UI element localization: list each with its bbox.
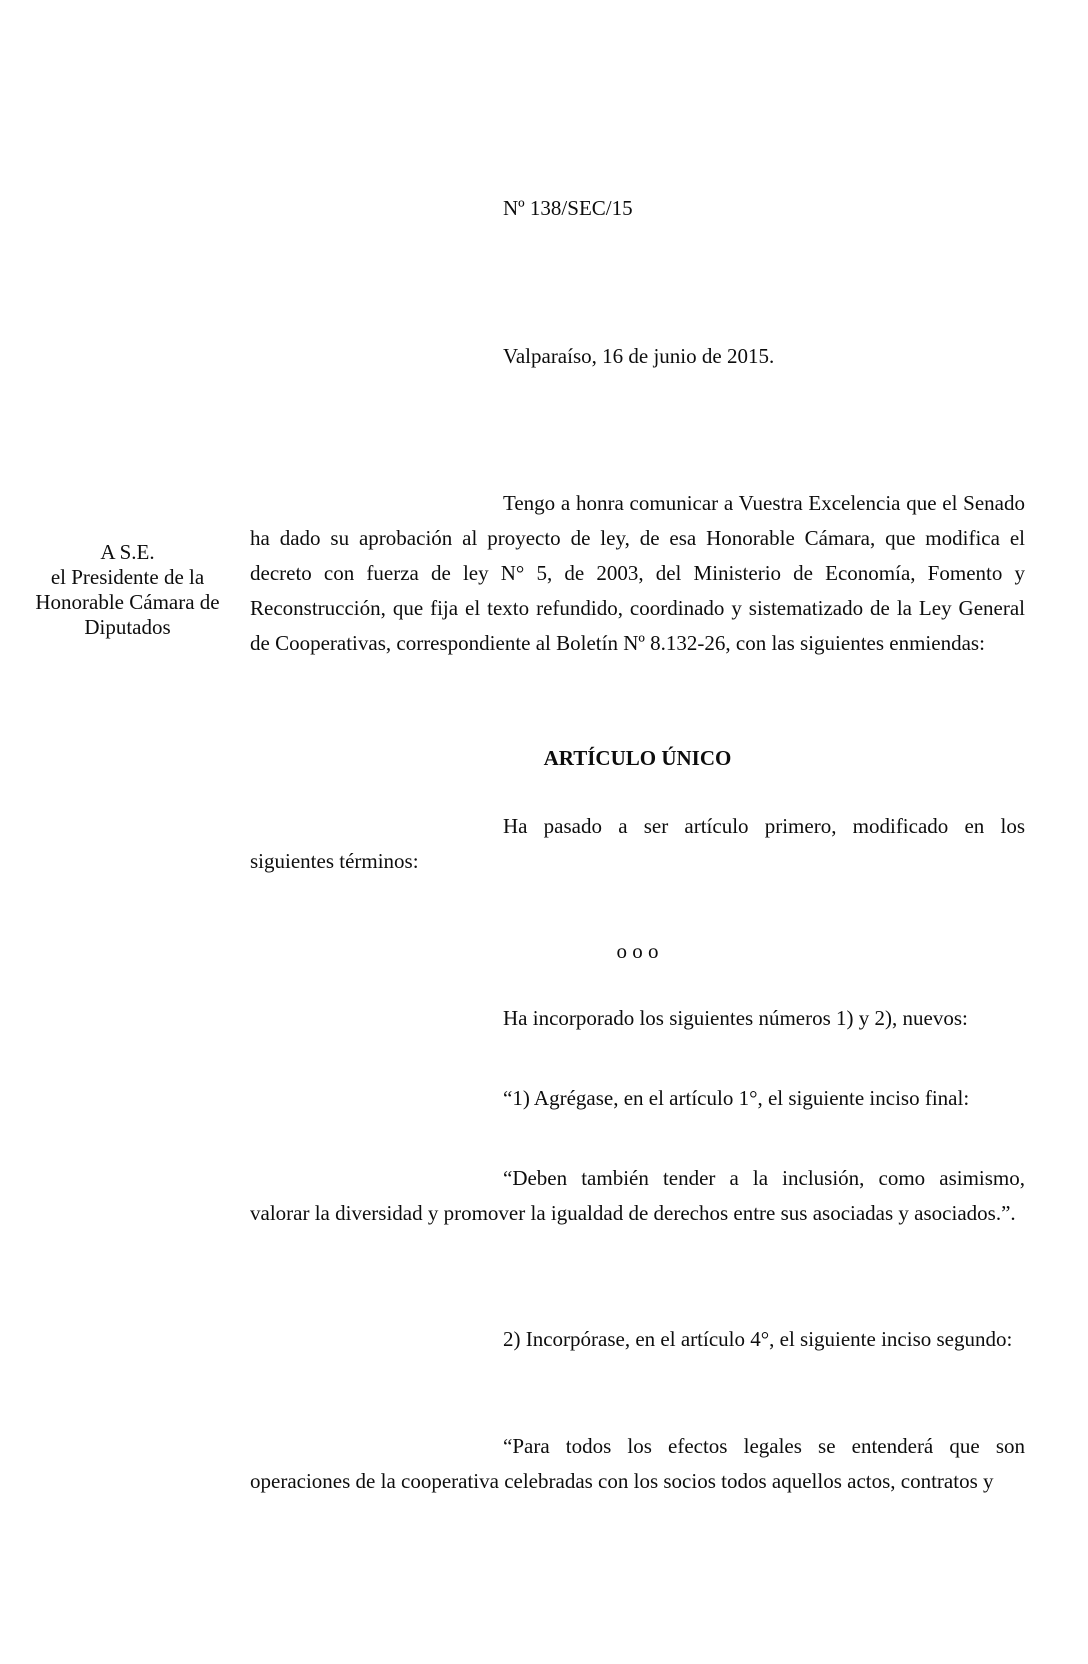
- addressee-title: el Presidente de la: [50, 565, 205, 589]
- numeral-1-intro-paragraph: “1) Agrégase, en el artículo 1°, el siguiente inciso final:: [503, 1086, 970, 1110]
- addressee-salutation: A S.E.: [100, 540, 155, 564]
- ha-pasado-paragraph: Ha pasado a ser artículo primero, modificado en los siguientes términos:: [250, 814, 1025, 873]
- numeral-2-text-paragraph: “Para todos los efectos legales se entenderá que son operaciones de la cooperativa celebradas con los socios todos aquellos actos, contratos y: [250, 1434, 1025, 1493]
- section-separator: o o o: [616, 939, 659, 963]
- dateline: Valparaíso, 16 de junio de 2015.: [503, 344, 775, 368]
- numeral-1-text-paragraph: “Deben también tender a la inclusión, como asimismo, valorar la diversidad y promover la igualdad de derechos entre sus asociadas y asociados.”.: [250, 1166, 1025, 1225]
- numeral-2-intro-paragraph: 2) Incorpórase, en el artículo 4°, el siguiente inciso segundo:: [503, 1327, 1013, 1351]
- reference-number: Nº 138/SEC/15: [503, 196, 633, 220]
- addressee-institution: Honorable Cámara de: [35, 590, 220, 614]
- addressee-block: [15, 540, 240, 640]
- ha-incorporado-paragraph: Ha incorporado los siguientes números 1) y 2), nuevos:: [503, 1006, 968, 1030]
- intro-paragraph: Tengo a honra comunicar a Vuestra Excelencia que el Senado ha dado su aprobación al proyecto de ley, de esa Honorable Cámara, que modifica el decreto con fuerza de ley N° 5, de 2003, del Ministerio de Economía, Fomento y Reconstrucción, que fija el texto refundido, coordinado y sistematizado de la Ley General de Cooperativas, correspondiente al Boletín Nº 8.132-26, con las siguientes enmiendas:: [250, 491, 1025, 655]
- article-heading: ARTÍCULO ÚNICO: [543, 746, 732, 770]
- addressee-chamber: Diputados: [84, 615, 171, 639]
